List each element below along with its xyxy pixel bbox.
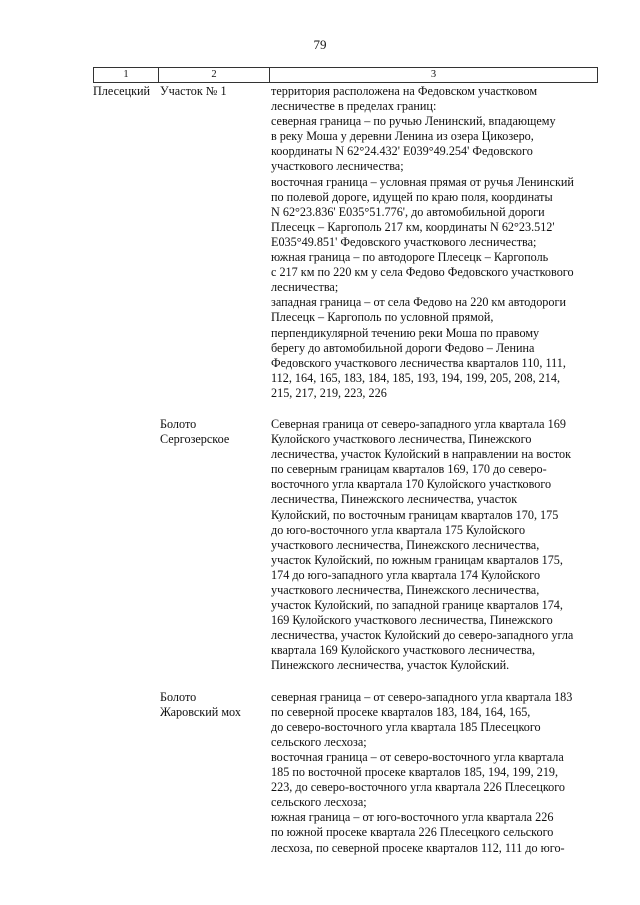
description-line: западная граница – от села Федово на 220 км автодороги: [271, 295, 566, 310]
district-cell: Плесецкий: [93, 84, 151, 98]
boundary-description-cell: [268, 84, 598, 401]
description-line: координаты N 62°24.432' E039°49.254' Федовского: [271, 144, 533, 159]
description-line: берегу до автомобильной дороги Федово – Ленина: [271, 340, 535, 355]
page-number: 79: [313, 37, 327, 52]
description-line: участкового лесничества, Пинежского лесничества,: [271, 583, 540, 597]
description-line: по полевой дороге, идущей по краю поля, координаты: [271, 189, 553, 204]
description-line: по северным границам кварталов 169, 170 до северо-: [271, 462, 547, 477]
area-name-cell: [158, 417, 268, 674]
area-name-line: Болото: [160, 689, 197, 704]
description-line: Федовского участкового лесничества кварталов 110, 111,: [271, 355, 566, 370]
table-row: [93, 417, 598, 674]
description-line: участок Кулойский, по западной границе кварталов 174,: [271, 598, 563, 613]
description-line: восточного угла квартала 170 Кулойского участкового: [271, 477, 552, 492]
area-name-line: Сергозерское: [160, 432, 230, 447]
description-line: участкового лесничества;: [271, 159, 404, 174]
description-line: 169 Кулойского участкового лесничества, Пинежского: [271, 613, 553, 628]
description-line: южная граница – по автодороге Плесецк – Каргополь: [271, 250, 549, 265]
description-line: до юго-восточного угла квартала 175 Кулойского: [271, 522, 526, 537]
column-header-2: 2: [159, 68, 270, 82]
table-row: [93, 690, 598, 856]
description-line: 215, 217, 219, 223, 226: [271, 385, 387, 400]
description-line: 112, 164, 165, 183, 184, 185, 193, 194, 199, 205, 208, 214,: [271, 370, 561, 385]
description-line: сельского лесхоза;: [271, 734, 367, 749]
area-name-line: Болото: [160, 416, 197, 431]
description-line: N 62°23.836' E035°51.776', до автомобильной дороги: [271, 204, 545, 219]
boundary-description-cell: [268, 417, 598, 674]
description-line: сельского лесхоза;: [271, 795, 367, 810]
description-line: по северной просеке кварталов 183, 184, 164, 165,: [271, 704, 531, 719]
description-line: участкового лесничества, Пинежского лесничества,: [271, 537, 540, 552]
description-line: участок Кулойский, по южным границам кварталов 175,: [271, 552, 563, 567]
description-line: лесничестве в пределах границ:: [271, 99, 437, 114]
description-line: Кулойский, по восточным границам кварталов 170, 175: [271, 507, 559, 522]
description-line: Плесецк – Каргополь 217 км, координаты N 62°23.512': [271, 219, 555, 234]
district-cell: [93, 690, 158, 856]
description-line: E035°49.851' Федовского участкового лесничества;: [271, 234, 537, 249]
description-line: восточная граница – от северо-восточного угла квартала: [271, 749, 564, 764]
description-line: 185 по восточной просеке кварталов 185, 194, 199, 219,: [271, 765, 559, 780]
table-row: [93, 84, 598, 401]
area-name-cell: [158, 84, 268, 401]
area-name-line: Жаровский мох: [160, 704, 241, 719]
area-name-line: Участок № 1: [160, 84, 227, 98]
column-header-3: 3: [270, 68, 598, 82]
description-line: Кулойского участкового лесничества, Пинежского: [271, 432, 532, 447]
description-line: 223, до северо-восточного угла квартала 226 Плесецкого: [271, 780, 566, 795]
description-line: Плесецк – Каргополь по условной прямой,: [271, 310, 494, 325]
boundary-description-cell: [268, 690, 598, 856]
area-name-cell: [158, 690, 268, 856]
description-line: квартала 169 Кулойского участкового лесничества,: [271, 643, 536, 658]
description-line: 174 до юго-западного угла квартала 174 Кулойского: [271, 567, 541, 582]
description-line: по южной просеке квартала 226 Плесецкого сельского: [271, 825, 554, 840]
description-line: перпендикулярной течению реки Моша по правому: [271, 325, 540, 340]
description-line: лесничества, участок Кулойский до северо-западного угла: [271, 628, 574, 643]
description-line: южная граница – от юго-восточного угла квартала 226: [271, 810, 554, 825]
table-body: [93, 84, 598, 856]
description-line: северная граница – от северо-западного угла квартала 183: [271, 689, 573, 704]
description-line: Пинежского лесничества, участок Кулойский.: [271, 658, 510, 673]
description-line: территория расположена на Федовском участковом: [271, 84, 538, 98]
description-line: лесхоза, по северной просеке кварталов 112, 111 до юго-: [271, 840, 565, 855]
table-header-row: [93, 67, 598, 83]
description-line: лесничества;: [271, 280, 339, 295]
description-line: Северная граница от северо-западного угла квартала 169: [271, 416, 566, 431]
boundaries-table: [93, 67, 598, 856]
description-line: в реку Моша у деревни Ленина из озера Цикозеро,: [271, 129, 534, 144]
column-header-1: 1: [94, 68, 159, 82]
description-line: северная граница – по ручью Ленинский, впадающему: [271, 114, 556, 129]
description-line: лесничества, Пинежского лесничества, участок: [271, 492, 518, 507]
description-line: до северо-восточного угла квартала 185 Плесецкого: [271, 719, 541, 734]
district-cell: [93, 417, 158, 674]
description-line: с 217 км по 220 км у села Федово Федовского участкового: [271, 265, 574, 280]
description-line: восточная граница – условная прямая от ручья Ленинский: [271, 174, 574, 189]
description-line: лесничества, участок Кулойский в направлении на восток: [271, 447, 572, 462]
